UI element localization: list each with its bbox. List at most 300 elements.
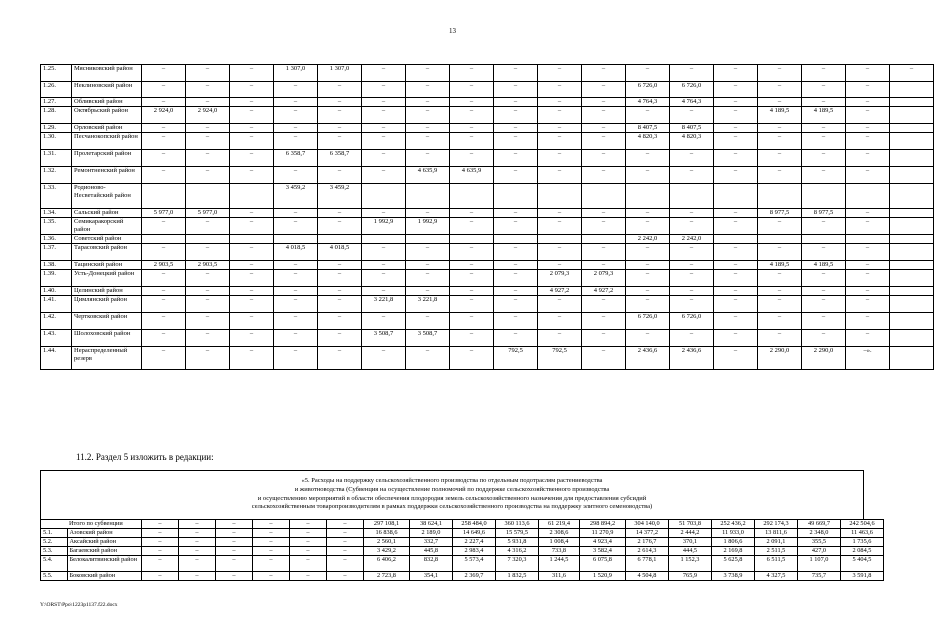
value-cell: – xyxy=(253,529,290,538)
value-cell: – xyxy=(846,124,890,133)
value-cell xyxy=(758,184,802,209)
value-cell: – xyxy=(670,296,714,313)
value-cell: 360 113,6 xyxy=(496,520,539,529)
value-cell: – xyxy=(406,65,450,82)
value-cell xyxy=(890,244,934,261)
value-cell xyxy=(714,235,758,244)
value-cell xyxy=(802,184,846,209)
value-cell: 2 348,0 xyxy=(798,529,841,538)
value-cell: – xyxy=(714,107,758,124)
value-cell: – xyxy=(802,313,846,330)
value-cell: – xyxy=(582,218,626,235)
value-cell: – xyxy=(450,218,494,235)
value-cell xyxy=(186,235,230,244)
value-cell: 6 726,0 xyxy=(626,82,670,98)
value-cell: – xyxy=(274,167,318,184)
value-cell: 733,8 xyxy=(539,547,580,556)
table-row xyxy=(41,65,934,82)
value-cell: – xyxy=(494,82,538,98)
value-cell: – xyxy=(802,167,846,184)
value-cell: – xyxy=(626,330,670,347)
value-cell xyxy=(582,235,626,244)
table-row xyxy=(41,270,934,287)
value-cell xyxy=(142,235,186,244)
value-cell xyxy=(890,133,934,150)
value-cell xyxy=(890,82,934,98)
value-cell: – xyxy=(362,244,406,261)
value-cell: 1 735,6 xyxy=(841,538,884,547)
value-cell: – xyxy=(318,287,362,296)
value-cell xyxy=(890,98,934,107)
value-cell: – xyxy=(846,150,890,167)
value-cell xyxy=(274,235,318,244)
caption-line: и осуществлению мероприятий в области обеспечения плодородия земель сельскохозяйственного назначения для предоставления субсидий xyxy=(257,494,647,502)
value-cell: 4 927,2 xyxy=(538,287,582,296)
value-cell: – xyxy=(230,209,274,218)
row-number: 5.5. xyxy=(41,572,68,581)
value-cell: – xyxy=(846,244,890,261)
value-cell: – xyxy=(362,347,406,370)
value-cell: – xyxy=(802,82,846,98)
value-cell: – xyxy=(846,261,890,270)
value-cell: – xyxy=(758,167,802,184)
district-name: Итого по субвенции xyxy=(67,520,142,529)
district-name: Орловский район xyxy=(72,124,142,133)
value-cell: – xyxy=(274,270,318,287)
value-cell: 2 369,7 xyxy=(453,572,496,581)
value-cell: 2 614,3 xyxy=(626,547,669,556)
value-cell: – xyxy=(274,218,318,235)
value-cell: – xyxy=(142,167,186,184)
value-cell: 4 316,2 xyxy=(496,547,539,556)
value-cell: 3 738,9 xyxy=(712,572,755,581)
value-cell: – xyxy=(230,124,274,133)
value-cell: 1 992,9 xyxy=(362,218,406,235)
district-name: Советский район xyxy=(72,235,142,244)
value-cell: – xyxy=(582,107,626,124)
value-cell xyxy=(890,287,934,296)
value-cell: – xyxy=(714,98,758,107)
value-cell: – xyxy=(186,347,230,370)
value-cell: 2 189,0 xyxy=(410,529,453,538)
value-cell: – xyxy=(538,244,582,261)
value-cell: 13 811,6 xyxy=(755,529,798,538)
value-cell: – xyxy=(714,244,758,261)
district-name: Родионово-Несветайский район xyxy=(72,184,142,209)
value-cell: – xyxy=(253,520,290,529)
value-cell: – xyxy=(846,296,890,313)
value-cell: – xyxy=(318,330,362,347)
district-name: Аксайский район xyxy=(67,538,142,547)
value-cell: 14 377,2 xyxy=(626,529,669,538)
value-cell: 3 508,7 xyxy=(362,330,406,347)
value-cell: 2 079,3 xyxy=(582,270,626,287)
value-cell: 2 290,0 xyxy=(802,347,846,370)
district-name: Сальский район xyxy=(72,209,142,218)
value-cell: – xyxy=(714,287,758,296)
row-number: 5.1. xyxy=(41,529,68,538)
value-cell: – xyxy=(670,287,714,296)
value-cell: – xyxy=(362,150,406,167)
value-cell: 2 511,5 xyxy=(755,547,798,556)
row-number: 1.29. xyxy=(41,124,72,133)
value-cell: – xyxy=(318,167,362,184)
table-row xyxy=(41,313,934,330)
value-cell: 3 221,8 xyxy=(362,296,406,313)
district-name: Шолоховский район xyxy=(72,330,142,347)
value-cell: 311,6 xyxy=(539,572,580,581)
value-cell: – xyxy=(670,209,714,218)
value-cell: – xyxy=(142,218,186,235)
value-cell: – xyxy=(626,244,670,261)
value-cell: – xyxy=(494,98,538,107)
value-cell: 2 436,6 xyxy=(626,347,670,370)
value-cell: – xyxy=(538,98,582,107)
value-cell: – xyxy=(406,244,450,261)
row-number: 1.30. xyxy=(41,133,72,150)
value-cell: 61 219,4 xyxy=(539,520,580,529)
value-cell: – xyxy=(406,124,450,133)
value-cell: – xyxy=(802,218,846,235)
value-cell xyxy=(890,218,934,235)
value-cell: – xyxy=(846,167,890,184)
value-cell: – xyxy=(179,572,216,581)
value-cell: – xyxy=(318,107,362,124)
value-cell: – xyxy=(582,296,626,313)
value-cell: – xyxy=(538,107,582,124)
table-section5 xyxy=(40,519,884,581)
value-cell xyxy=(362,235,406,244)
value-cell: 2 308,6 xyxy=(539,529,580,538)
value-cell: – xyxy=(758,133,802,150)
table-row xyxy=(41,287,934,296)
value-cell: – xyxy=(186,98,230,107)
value-cell: – xyxy=(327,520,364,529)
table-row xyxy=(41,218,934,235)
value-cell: 3 508,7 xyxy=(406,330,450,347)
row-number: 1.28. xyxy=(41,107,72,124)
value-cell xyxy=(890,209,934,218)
value-cell: – xyxy=(274,124,318,133)
value-cell: 6 778,1 xyxy=(626,556,669,572)
value-cell: – xyxy=(186,150,230,167)
value-cell: – xyxy=(362,287,406,296)
value-cell: 49 669,7 xyxy=(798,520,841,529)
value-cell: – xyxy=(318,313,362,330)
value-cell: – xyxy=(582,261,626,270)
value-cell: – xyxy=(450,124,494,133)
value-cell: 445,8 xyxy=(410,547,453,556)
value-cell: – xyxy=(142,572,179,581)
value-cell: – xyxy=(714,150,758,167)
value-cell: – xyxy=(450,261,494,270)
value-cell: – xyxy=(230,261,274,270)
district-name: Ремонтненский район xyxy=(72,167,142,184)
value-cell: – xyxy=(230,347,274,370)
value-cell: 354,1 xyxy=(410,572,453,581)
value-cell: – xyxy=(406,270,450,287)
value-cell: – xyxy=(758,98,802,107)
district-name: Пролетарский район xyxy=(72,150,142,167)
value-cell: – xyxy=(494,218,538,235)
value-cell: – xyxy=(626,107,670,124)
value-cell: – xyxy=(186,65,230,82)
page-number: 13 xyxy=(449,27,456,35)
value-cell: – xyxy=(179,556,216,572)
row-number: 1.34. xyxy=(41,209,72,218)
value-cell: – xyxy=(494,124,538,133)
value-cell: – xyxy=(538,82,582,98)
value-cell: – xyxy=(670,107,714,124)
value-cell: – xyxy=(670,167,714,184)
value-cell: – xyxy=(714,124,758,133)
value-cell: 14 649,6 xyxy=(453,529,496,538)
value-cell: 1 832,5 xyxy=(496,572,539,581)
district-name: Нераспределенный резерв xyxy=(72,347,142,370)
value-cell: – xyxy=(450,270,494,287)
value-cell: – xyxy=(846,218,890,235)
value-cell: – xyxy=(290,547,327,556)
district-name: Чертковский район xyxy=(72,313,142,330)
value-cell: – xyxy=(406,287,450,296)
value-cell: – xyxy=(670,218,714,235)
value-cell: – xyxy=(290,520,327,529)
value-cell: – xyxy=(230,150,274,167)
value-cell: – xyxy=(846,209,890,218)
value-cell: 297 108,1 xyxy=(364,520,410,529)
value-cell: – xyxy=(670,330,714,347)
value-cell: – xyxy=(494,261,538,270)
value-cell: – xyxy=(142,313,186,330)
value-cell: – xyxy=(274,261,318,270)
value-cell: 5 977,0 xyxy=(142,209,186,218)
value-cell: – xyxy=(406,150,450,167)
value-cell: 2 242,0 xyxy=(670,235,714,244)
value-cell: – xyxy=(846,287,890,296)
value-cell: 2 444,2 xyxy=(669,529,712,538)
value-cell: 38 624,1 xyxy=(410,520,453,529)
table-row xyxy=(41,572,884,581)
value-cell: – xyxy=(670,65,714,82)
value-cell: 298 894,2 xyxy=(580,520,626,529)
caption-line: сельскохозяйственным товаропроизводителям в рамках поддержки сельскохозяйственного производства на поддержку элитного семеноводства) xyxy=(251,503,653,511)
value-cell: – xyxy=(186,270,230,287)
table-caption xyxy=(40,470,864,519)
value-cell: – xyxy=(582,330,626,347)
value-cell: – xyxy=(290,538,327,547)
table-row xyxy=(41,209,934,218)
value-cell: – xyxy=(450,313,494,330)
value-cell: – xyxy=(142,347,186,370)
row-number: 1.41. xyxy=(41,296,72,313)
value-cell xyxy=(890,150,934,167)
row-number: 1.37. xyxy=(41,244,72,261)
value-cell: – xyxy=(142,150,186,167)
value-cell xyxy=(362,184,406,209)
value-cell xyxy=(494,184,538,209)
value-cell: – xyxy=(186,124,230,133)
value-cell: 1 244,5 xyxy=(539,556,580,572)
value-cell xyxy=(538,235,582,244)
value-cell xyxy=(890,270,934,287)
value-cell: 11 933,0 xyxy=(712,529,755,538)
district-name: Белокалитвинский район xyxy=(67,556,142,572)
value-cell: – xyxy=(362,98,406,107)
value-cell: – xyxy=(450,82,494,98)
value-cell: – xyxy=(538,133,582,150)
section-heading: 11.2. Раздел 5 изложить в редакции: xyxy=(76,452,214,462)
value-cell: – xyxy=(327,556,364,572)
value-cell: – xyxy=(494,330,538,347)
table-row xyxy=(41,330,934,347)
table-row xyxy=(41,235,934,244)
value-cell: – xyxy=(450,296,494,313)
value-cell: – xyxy=(406,82,450,98)
value-cell: – xyxy=(186,244,230,261)
value-cell: – xyxy=(802,150,846,167)
value-cell: – xyxy=(318,218,362,235)
value-cell: – xyxy=(538,167,582,184)
value-cell: – xyxy=(582,347,626,370)
value-cell: 16 838,6 xyxy=(364,529,410,538)
value-cell: 4 927,2 xyxy=(582,287,626,296)
value-cell: – xyxy=(582,209,626,218)
value-cell: – xyxy=(582,98,626,107)
district-name: Боковский район xyxy=(67,572,142,581)
value-cell: 1 307,0 xyxy=(318,65,362,82)
table-row xyxy=(41,538,884,547)
row-number: 1.32. xyxy=(41,167,72,184)
value-cell: 242 504,6 xyxy=(841,520,884,529)
value-cell: 8 407,5 xyxy=(670,124,714,133)
value-cell: 4 189,5 xyxy=(802,107,846,124)
value-cell: – xyxy=(450,330,494,347)
value-cell: – xyxy=(142,82,186,98)
value-cell: – xyxy=(362,133,406,150)
value-cell: – xyxy=(802,124,846,133)
value-cell: – xyxy=(450,244,494,261)
caption-line: и животноводства (Субвенция на осуществление полномочий по поддержке сельскохозяйственного производства xyxy=(294,485,610,493)
table-row xyxy=(41,82,934,98)
value-cell: – xyxy=(714,65,758,82)
value-cell: – xyxy=(714,218,758,235)
value-cell: – xyxy=(186,287,230,296)
value-cell: 252 436,2 xyxy=(712,520,755,529)
value-cell: – xyxy=(758,82,802,98)
value-cell: – xyxy=(179,520,216,529)
value-cell: 4 018,5 xyxy=(274,244,318,261)
value-cell: – xyxy=(494,287,538,296)
value-cell: 370,1 xyxy=(669,538,712,547)
value-cell: – xyxy=(846,65,890,82)
value-cell: – xyxy=(450,98,494,107)
value-cell: – xyxy=(362,313,406,330)
value-cell: – xyxy=(758,287,802,296)
value-cell: 8 977,5 xyxy=(802,209,846,218)
value-cell: 4 635,9 xyxy=(406,167,450,184)
value-cell xyxy=(670,184,714,209)
value-cell: – xyxy=(670,244,714,261)
value-cell: – xyxy=(494,133,538,150)
value-cell: – xyxy=(538,65,582,82)
value-cell: – xyxy=(274,209,318,218)
table-row xyxy=(41,184,934,209)
value-cell: – xyxy=(290,572,327,581)
value-cell: – xyxy=(274,347,318,370)
value-cell: – xyxy=(538,218,582,235)
value-cell: – xyxy=(714,347,758,370)
value-cell: 332,7 xyxy=(410,538,453,547)
value-cell: – xyxy=(758,124,802,133)
value-cell: – xyxy=(362,107,406,124)
value-cell: 6 406,2 xyxy=(364,556,410,572)
row-number: 5.3. xyxy=(41,547,68,556)
value-cell: 5 404,5 xyxy=(841,556,884,572)
value-cell: – xyxy=(406,261,450,270)
value-cell xyxy=(890,235,934,244)
value-cell: – xyxy=(290,556,327,572)
value-cell: – xyxy=(582,124,626,133)
value-cell: 1 307,0 xyxy=(274,65,318,82)
value-cell: 6 726,0 xyxy=(670,82,714,98)
value-cell: – xyxy=(327,529,364,538)
value-cell: – xyxy=(318,98,362,107)
value-cell: 2 983,4 xyxy=(453,547,496,556)
value-cell xyxy=(890,313,934,330)
value-cell: – xyxy=(582,167,626,184)
value-cell xyxy=(626,184,670,209)
table-row xyxy=(41,244,934,261)
value-cell: – xyxy=(274,287,318,296)
row-number: 1.42. xyxy=(41,313,72,330)
value-cell: – xyxy=(758,150,802,167)
value-cell: – xyxy=(494,65,538,82)
value-cell: – xyxy=(318,124,362,133)
value-cell: 51 703,8 xyxy=(669,520,712,529)
value-cell: – xyxy=(758,296,802,313)
value-cell: – xyxy=(494,244,538,261)
value-cell: – xyxy=(582,244,626,261)
value-cell: – xyxy=(802,244,846,261)
value-cell: – xyxy=(230,218,274,235)
value-cell: – xyxy=(318,133,362,150)
value-cell: – xyxy=(290,529,327,538)
value-cell: – xyxy=(362,65,406,82)
value-cell xyxy=(450,235,494,244)
value-cell: – xyxy=(253,538,290,547)
district-name: Усть-Донецкий район xyxy=(72,270,142,287)
value-cell: – xyxy=(318,270,362,287)
value-cell: – xyxy=(179,529,216,538)
table-row xyxy=(41,520,884,529)
value-cell: – xyxy=(494,107,538,124)
value-cell: – xyxy=(362,261,406,270)
value-cell: – xyxy=(758,270,802,287)
value-cell: – xyxy=(142,520,179,529)
value-cell: – xyxy=(494,296,538,313)
value-cell xyxy=(142,184,186,209)
value-cell: – xyxy=(758,330,802,347)
row-number: 5.2. xyxy=(41,538,68,547)
value-cell: 355,5 xyxy=(798,538,841,547)
value-cell: 2 242,0 xyxy=(626,235,670,244)
value-cell: – xyxy=(494,313,538,330)
value-cell: 4 923,4 xyxy=(580,538,626,547)
value-cell: 6 511,5 xyxy=(755,556,798,572)
value-cell: – xyxy=(230,133,274,150)
value-cell: 1 008,4 xyxy=(539,538,580,547)
value-cell: – xyxy=(327,547,364,556)
